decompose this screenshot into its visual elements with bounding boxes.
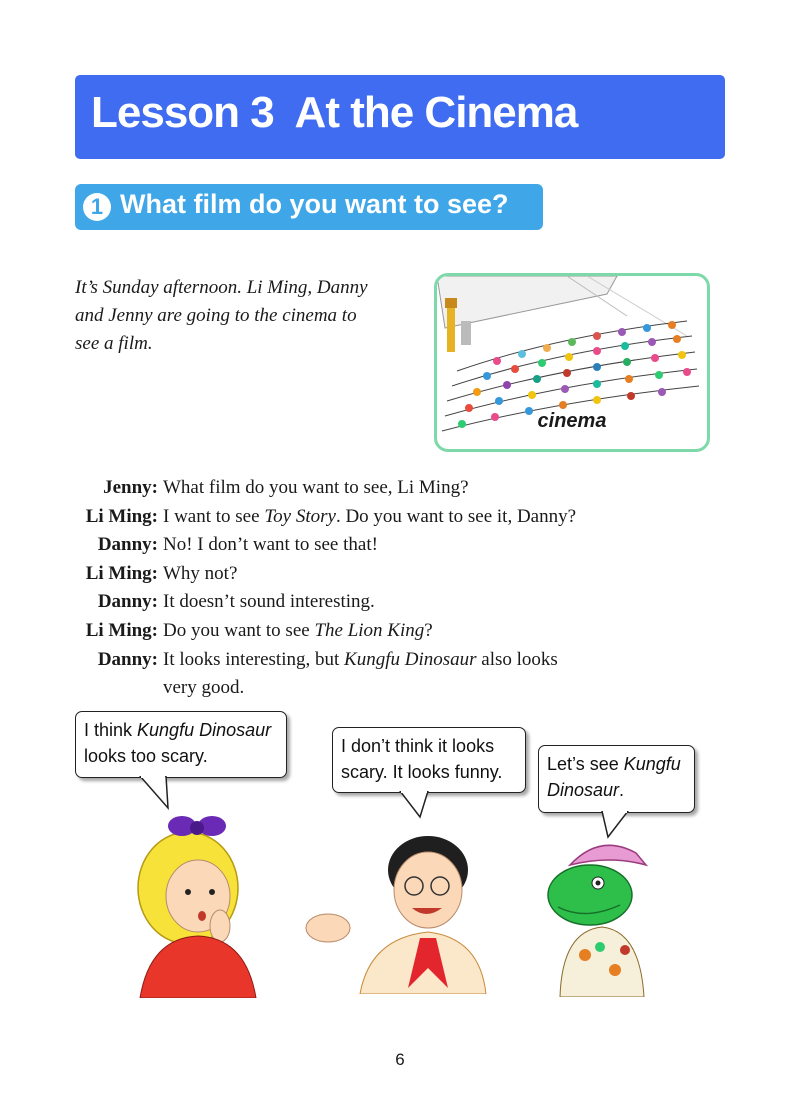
li-ming-bubble-tail <box>398 791 438 819</box>
speech-text <box>163 531 378 559</box>
bubble-segment: I think <box>84 720 138 740</box>
bubble-segment: I don’t think it looks <box>341 736 495 756</box>
film-title: The Lion King <box>314 620 425 641</box>
speech-segment: also looks <box>476 648 558 670</box>
speech-text <box>163 560 237 588</box>
speech-segment: I want to see <box>163 505 265 527</box>
speech-text <box>163 646 558 674</box>
speaker-name: Li Ming: <box>85 620 158 641</box>
speech-segment: Do you want to see <box>163 620 315 641</box>
speech-text <box>163 674 244 702</box>
lesson-title: Lesson 3 At the Cinema <box>91 88 578 137</box>
bubble-segment: . <box>619 780 625 800</box>
speaker-name: Li Ming: <box>85 505 158 527</box>
bubble-line <box>84 717 278 743</box>
page-number: 6 <box>395 1050 405 1069</box>
danny-speech-bubble <box>538 745 695 813</box>
film-title: Kungfu <box>623 754 681 774</box>
speech-segment: ? <box>424 620 433 641</box>
speech-text <box>163 617 433 645</box>
jenny-bubble-tail <box>138 776 178 812</box>
jenny-speech-bubble <box>75 711 287 778</box>
speech-segment: What film do you want to see, Li Ming? <box>163 477 469 498</box>
section-title: What film do you want to see? <box>120 189 509 219</box>
speaker-name: Danny: <box>97 591 158 613</box>
cinema-label: cinema <box>537 410 607 432</box>
speaker-name: Li Ming: <box>85 562 158 584</box>
dialogue-line <box>0 646 800 674</box>
dialogue-line <box>0 617 800 645</box>
bubble-segment: scary. It looks funny. <box>341 762 503 782</box>
bubble-line <box>341 759 517 785</box>
danny-illustration <box>540 835 660 997</box>
speech-segment: . Do you want to see it, Danny? <box>335 505 577 527</box>
bubble-segment: Let’s see <box>547 754 624 774</box>
li-ming-speech-bubble <box>332 727 526 793</box>
dialogue-line <box>0 474 800 502</box>
bubble-line <box>547 777 686 803</box>
section-number-badge: 1 <box>83 193 111 221</box>
bubble-line <box>84 743 278 769</box>
dialogue-line <box>0 674 800 702</box>
speech-segment: very good. <box>163 677 245 699</box>
dialogue-line <box>0 588 800 616</box>
speech-segment: No! I don’t want to see that! <box>163 534 378 556</box>
speech-text <box>163 503 576 531</box>
speaker-name: Danny: <box>97 534 158 556</box>
jenny-illustration <box>120 808 260 998</box>
dialogue-line <box>0 503 800 531</box>
speech-segment: It looks interesting, but <box>163 648 345 670</box>
bubble-line <box>547 751 686 777</box>
li-ming-illustration <box>300 828 490 994</box>
bubble-segment: looks too scary. <box>84 746 208 766</box>
film-title: Dinosaur <box>547 780 620 800</box>
intro-text: It’s Sunday afternoon. Li Ming, Danny and Jenny are going to the cinema to see a film. <box>75 277 368 354</box>
speaker-name: Danny: <box>97 648 158 670</box>
dialogue-line <box>0 560 800 588</box>
film-title: Kungfu Dinosaur <box>344 648 477 670</box>
film-title: Toy Story <box>264 505 336 527</box>
bubble-line <box>341 733 517 759</box>
speaker-name: Jenny: <box>103 477 158 498</box>
dialogue-line <box>0 531 800 559</box>
speech-segment: It doesn’t sound interesting. <box>163 591 375 613</box>
speech-text <box>163 588 375 616</box>
film-title: Kungfu Dinosaur <box>137 720 272 740</box>
speech-segment: Why not? <box>163 562 238 584</box>
speech-text <box>163 474 469 502</box>
